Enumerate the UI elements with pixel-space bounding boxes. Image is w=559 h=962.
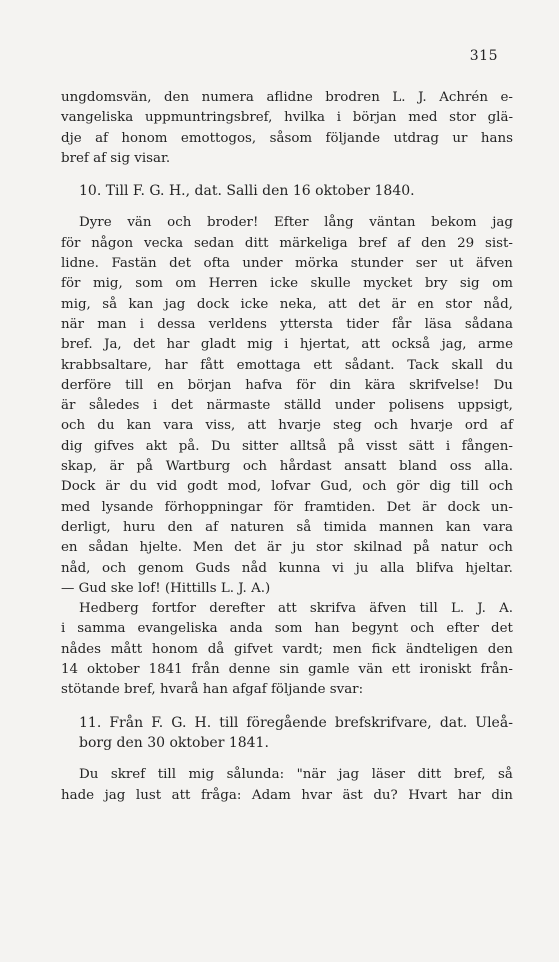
text-line: hade jag lust att fråga: Adam hvar äst du? Hvart har din: [61, 787, 513, 803]
text-line: vangeliska uppmuntringsbref, hvilka i början med stor glä-: [61, 110, 513, 126]
text-line: 10. Till F. G. H., dat. Salli den 16 oktober 1840.: [79, 183, 415, 200]
text-line: och du kan vara viss, att hvarje steg och hvarje ord af: [61, 418, 513, 434]
text-line: stötande bref, hvarå han afgaf följande svar:: [61, 682, 364, 698]
text-line: lidne. Fastän det ofta under mörka stunder ser ut äfven: [61, 256, 513, 272]
text-line: en sådan hjelte. Men det är ju stor skilnad på natur och: [61, 540, 513, 556]
text-line: 11. Från F. G. H. till föregående brefskrifvare, dat. Uleå-: [79, 714, 513, 731]
text-line: när man i dessa verldens yttersta tider får läsa sådana: [61, 316, 513, 332]
text-line: skap, är på Wartburg och hårdast ansatt bland oss alla.: [61, 459, 513, 475]
text-line: krabbsaltare, har fått emottaga ett sådant. Tack skall du: [61, 357, 513, 373]
text-line: Dyre vän och broder! Efter lång väntan bekom jag: [79, 215, 513, 231]
text-line: nåd, och genom Guds nåd kunna vi ju alla blifva hjeltar.: [61, 560, 513, 576]
paragraph-gap: [61, 753, 513, 765]
paragraph-gap: [61, 169, 513, 181]
text-line: bref af sig visar.: [61, 150, 171, 166]
text-line: med lysande förhoppningar för framtiden. Det är dock un-: [61, 499, 513, 515]
text-line: 14 oktober 1841 från denne sin gamle vän ett ironiskt från-: [61, 662, 513, 678]
page-number: 315: [469, 48, 498, 64]
text-line: derföre till en början hafva för din kära skrifvelse! Du: [61, 377, 513, 393]
body-text: [61, 88, 513, 806]
text-line: — Gud ske lof! (Hittills L. J. A.): [61, 580, 271, 596]
text-line: i samma evangeliska anda som han begynt och efter det: [61, 621, 513, 637]
text-line: nådes mått honom då gifvet vardt; men fick ändteligen den: [61, 641, 513, 657]
text-line: är således i det närmaste ställd under polisens uppsigt,: [61, 398, 513, 414]
text-line: borg den 30 oktober 1841.: [79, 734, 269, 751]
paragraph-gap: [61, 201, 513, 213]
text-line: bref. Ja, det har gladt mig i hjertat, att också jag, arme: [61, 337, 513, 353]
text-line: derligt, huru den af naturen så timida mannen kan vara: [61, 519, 513, 535]
text-line: dig gifves akt på. Du sitter alltså på visst sätt i fången-: [61, 438, 513, 454]
text-line: dje af honom emottogos, såsom följande utdrag ur hans: [61, 130, 513, 146]
text-line: Dock är du vid godt mod, lofvar Gud, och gör dig till och: [61, 479, 513, 495]
text-line: för mig, som om Herren icke skulle mycket bry sig om: [61, 276, 513, 292]
text-line: ungdomsvän, den numera aflidne brodren L. J. Achrén e-: [61, 90, 513, 105]
text-line: mig, så kan jag dock icke neka, att det är en stor nåd,: [61, 296, 513, 312]
text-line: Hedberg fortfor derefter att skrifva äfven till L. J. A.: [79, 601, 513, 617]
text-line: Du skref till mig sålunda: "när jag läser ditt bref, så: [79, 767, 513, 783]
text-line: för någon vecka sedan ditt märkeliga bref af den 29 sist-: [61, 235, 513, 251]
paragraph-gap: [61, 701, 513, 713]
